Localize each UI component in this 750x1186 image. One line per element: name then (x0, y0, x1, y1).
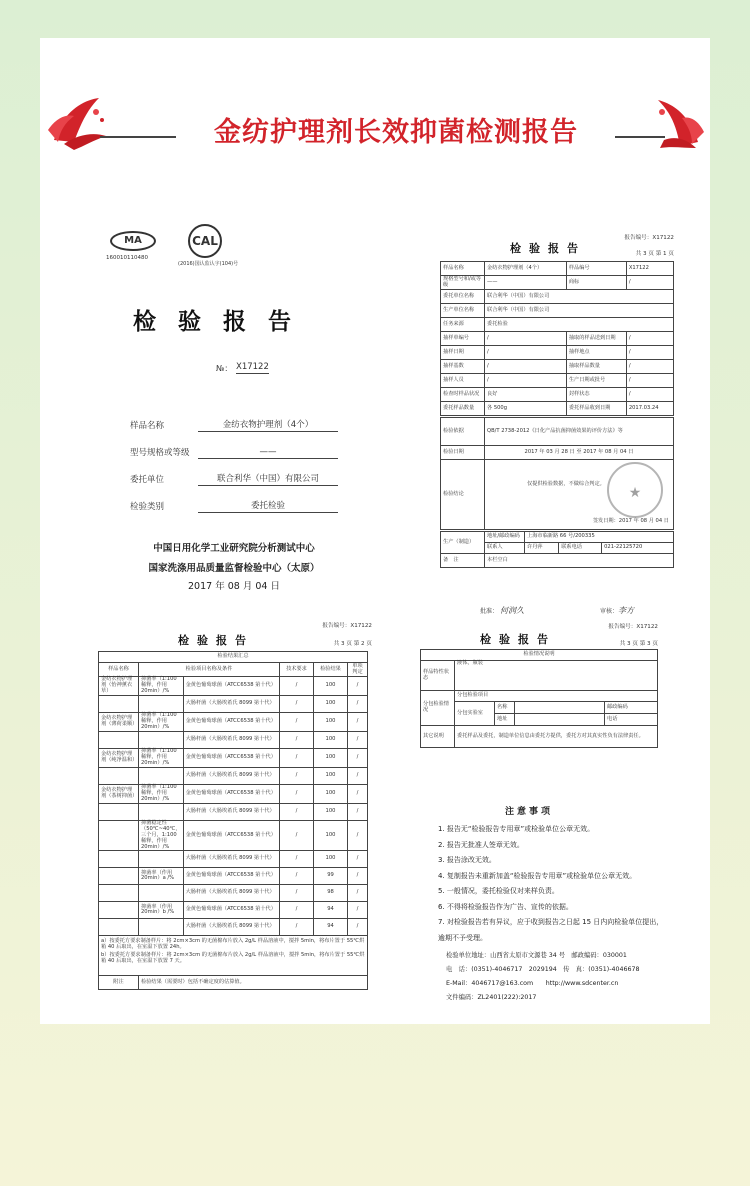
cell-strain: 金黄色葡萄球菌（ATCC6538 第十代） (183, 748, 279, 767)
cell-value: / (626, 276, 673, 290)
table-row (99, 803, 368, 820)
table-row (99, 851, 368, 868)
traits-label: 样品特性状态 (421, 661, 455, 691)
cell-item (139, 767, 184, 784)
cell-sample: 金纺衣物护理剂（怡神薰衣草） (99, 677, 139, 696)
cell-value: / (626, 346, 673, 360)
field-label-model: 型号规格或等级 (130, 448, 190, 458)
table-row (99, 784, 368, 803)
cell-result: 100 (314, 767, 348, 784)
report2-page: 共 3 页 第 2 页 (333, 641, 372, 647)
field-value-sample: 金纺衣物护理剂（4个） (198, 421, 338, 432)
cell-value: / (626, 374, 673, 388)
cell-verdict: / (348, 851, 368, 868)
cell-label: 检查时样品状况 (441, 388, 485, 402)
cover-number-value: X17122 (236, 362, 269, 372)
cell-strain: 金黄色葡萄球菌（ATCC6538 第十代） (183, 677, 279, 696)
cell-result: 100 (314, 731, 348, 748)
notice-item: 5. 一般情况，委托检验仅对来样负责。 (438, 887, 559, 895)
notice-item: 1. 报告无“检验报告专用章”或检验单位公章无效。 (438, 825, 595, 833)
cell-verdict: / (348, 677, 368, 696)
other-label: 其它说明 (421, 726, 455, 748)
cover-number-label: №： (216, 364, 233, 373)
field-label-sample: 样品名称 (130, 421, 165, 431)
cell-item (139, 885, 184, 902)
report1-result-table (440, 417, 674, 530)
cell-sample (99, 820, 139, 851)
cell-verdict: / (348, 820, 368, 851)
table-row (441, 304, 674, 318)
cell-item (139, 731, 184, 748)
cma-mark-icon: MA (110, 231, 156, 251)
cell-label: 任务来源 (441, 318, 485, 332)
sub-lab: 分包实验室 (455, 702, 495, 726)
cell-value: X17122 (626, 262, 673, 276)
table-row (441, 318, 674, 332)
notice-section (400, 800, 700, 1010)
report2-number: 报告编号：X17122 (322, 623, 372, 629)
table-row (99, 712, 368, 731)
contact-line: E-Mail：4046717@163.com http://www.sdcenter.cn (446, 980, 619, 987)
cell-sample (99, 868, 139, 885)
cell-sample: 金纺衣物护理剂（纯净温和） (99, 748, 139, 767)
cell-item: 抑菌率（作用 20min）a /% (139, 868, 184, 885)
sub-addr: 地址 (495, 714, 515, 726)
cell-strain: 大肠杆菌（大肠埃希氏 8099 第十代） (183, 803, 279, 820)
cell-sample (99, 902, 139, 919)
cell-strain: 大肠杆菌（大肠埃希氏 8099 第十代） (183, 767, 279, 784)
cell-value: / (485, 374, 567, 388)
cell-label: 抽样基数 (441, 360, 485, 374)
conclusion-value: 仅提供检验数据，不做综合判定。 (527, 481, 605, 487)
report-page-2 (88, 621, 378, 1006)
remark-label: 备 注 (441, 554, 485, 568)
remark-value: 本栏空白 (485, 554, 674, 568)
table-row (99, 919, 368, 936)
red-flower-right-icon (652, 92, 708, 154)
producer-phone: 021-22125720 (602, 543, 674, 554)
cell-label: 抽取的样品送到日期 (566, 332, 626, 346)
cell-value: / (485, 360, 567, 374)
notice-item: 3. 报告涂改无效。 (438, 856, 496, 864)
cell-item (139, 919, 184, 936)
review-label: 审核： (600, 608, 619, 615)
cell-sample (99, 731, 139, 748)
cell-result: 100 (314, 748, 348, 767)
notes-subtitle: 检验情况说明 (421, 650, 658, 661)
sub-name: 名称 (495, 702, 515, 714)
cell-value: 2017.03.24 (626, 402, 673, 416)
producer-contact-label: 联系人 (485, 543, 525, 554)
cell-requirement: / (280, 868, 314, 885)
cell-value: —— (485, 276, 567, 290)
cell-verdict: / (348, 784, 368, 803)
table-row (99, 731, 368, 748)
content-card (40, 38, 710, 1024)
official-seal-icon: ★ (607, 462, 663, 518)
table-row (441, 262, 674, 276)
report1-number: 报告编号：X17122 (624, 235, 674, 241)
notice-item: 2. 报告无批准人签章无效。 (438, 840, 524, 849)
cell-value: / (485, 346, 567, 360)
report3-page: 共 3 页 第 3 页 (619, 641, 658, 647)
report3-title: 检验报告 (480, 633, 556, 646)
cell-label: 封样状态 (566, 388, 626, 402)
col-verdict: 单项判定 (348, 663, 368, 677)
review-signature: 李方 (618, 606, 634, 615)
cell-value: 各 500g (485, 402, 567, 416)
cell-label: 商标 (566, 276, 626, 290)
table-row (99, 868, 368, 885)
report-cover (88, 214, 378, 634)
cell-value: 联合利华（中国）有限公司 (485, 290, 674, 304)
approve-label: 批准： (480, 608, 499, 615)
cell-verdict: / (348, 803, 368, 820)
cell-verdict: / (348, 695, 368, 712)
report2-title: 检验报告 (178, 634, 254, 647)
cell-verdict: / (348, 748, 368, 767)
cell-item: 抑菌稳定性（50℃~40℃，三个月，1:100 稀释，作用 20min）/% (139, 820, 184, 851)
cell-value: 金纺衣物护理剂（4个） (485, 262, 567, 276)
table-row (99, 695, 368, 712)
cell-verdict: / (348, 712, 368, 731)
cell-strain: 金黄色葡萄球菌（ATCC6538 第十代） (183, 712, 279, 731)
cell-label: 抽样日期 (441, 346, 485, 360)
cell-value: / (626, 388, 673, 402)
cell-result: 100 (314, 851, 348, 868)
cell-item: 抑菌率（1:100 稀释，作用 20min）/% (139, 712, 184, 731)
cell-label: 抽样单编号 (441, 332, 485, 346)
cell-sample (99, 767, 139, 784)
cell-requirement: / (280, 851, 314, 868)
table-row (441, 374, 674, 388)
report-page-1 (432, 231, 682, 615)
table-row (441, 346, 674, 360)
cell-item (139, 803, 184, 820)
table-row (441, 276, 674, 290)
cell-result: 100 (314, 712, 348, 731)
cover-date: 2017 年 08 月 04 日 (188, 581, 280, 592)
report1-info-table (440, 261, 674, 416)
cell-strain: 大肠杆菌（大肠埃希氏 8099 第十代） (183, 731, 279, 748)
table-row (441, 388, 674, 402)
table-row (99, 748, 368, 767)
cell-value: 联合利华（中国）有限公司 (485, 304, 674, 318)
cell-result: 100 (314, 820, 348, 851)
cell-value: / (485, 332, 567, 346)
title-banner (40, 108, 710, 158)
cell-result: 94 (314, 919, 348, 936)
cell-label: 抽样人员 (441, 374, 485, 388)
cell-strain: 大肠杆菌（大肠埃希氏 8099 第十代） (183, 919, 279, 936)
cell-requirement: / (280, 885, 314, 902)
field-value-client: 联合利华（中国）有限公司 (198, 475, 338, 486)
cell-requirement: / (280, 784, 314, 803)
table-row (99, 902, 368, 919)
field-value-type: 委托检验 (198, 502, 338, 513)
cell-requirement: / (280, 767, 314, 784)
sub-post: 邮政编码 (605, 702, 658, 714)
results-table (98, 651, 368, 990)
cell-result: 100 (314, 677, 348, 696)
producer-contact: 许丹萍 (525, 543, 559, 554)
dates-label: 检验日期 (441, 446, 485, 460)
cell-verdict: / (348, 885, 368, 902)
cell-item (139, 851, 184, 868)
field-label-client: 委托单位 (130, 475, 165, 485)
inspection-notes-table (420, 649, 658, 748)
cell-label: 委托样品收到日期 (566, 402, 626, 416)
col-item: 检验项目名称及条件 (139, 663, 280, 677)
notice-item: 逾期不予受理。 (438, 933, 487, 942)
producer-address: 上海市临新路 66 号/200335 (525, 532, 674, 543)
cell-strain: 大肠杆菌（大肠埃希氏 8099 第十代） (183, 885, 279, 902)
producer-address-label: 地址/邮政编码 (485, 532, 525, 543)
cell-result: 100 (314, 803, 348, 820)
table-row (99, 885, 368, 902)
other-value: 委托样品及委托，制造单位信息由委托方提供，委托方对其真实性负有法律责任。 (455, 726, 658, 748)
cell-value: 良好 (485, 388, 567, 402)
cell-result: 94 (314, 902, 348, 919)
notice-item: 6. 不得将检验报告作为广告、宣传的依据。 (438, 902, 573, 911)
cell-requirement: / (280, 731, 314, 748)
cell-strain: 大肠杆菌（大肠埃希氏 8099 第十代） (183, 851, 279, 868)
cell-requirement: / (280, 677, 314, 696)
cal-text: (2016)国认监认字(104)号 (178, 261, 239, 267)
cell-requirement: / (280, 820, 314, 851)
cell-sample (99, 851, 139, 868)
cell-verdict: / (348, 902, 368, 919)
col-result: 检验结果 (314, 663, 348, 677)
basis-label: 检验依据 (441, 418, 485, 446)
cell-item: 抑菌率（1:100 稀释，作用 20min）/% (139, 677, 184, 696)
cell-requirement: / (280, 712, 314, 731)
sign-date: 签发日期：2017 年 08 月 04 日 (592, 518, 669, 525)
cell-requirement: / (280, 902, 314, 919)
conclusion-label: 检验结论 (441, 460, 485, 530)
footnote-b: b）按委托方要求制备样片：将 2cm×3cm 的无菌棉布片放入 2g/L 样品溶液中，搅拌 5min，将布片置于 55℃烘箱 40 后取出，在室温下放置 7 天。 (101, 952, 365, 965)
cal-mark-icon: CAL (188, 224, 222, 258)
cell-item: 抑菌率（1:100 稀释，作用 20min）/% (139, 784, 184, 803)
cell-value: / (626, 360, 673, 374)
cell-value: 委托检验 (485, 318, 674, 332)
notice-title: 注意事项 (505, 807, 554, 817)
table-row (441, 332, 674, 346)
cell-result: 100 (314, 784, 348, 803)
producer-label: 生产（制造） (441, 532, 485, 554)
cell-label: 抽取样品数量 (566, 360, 626, 374)
table-row (441, 290, 674, 304)
sub-tel: 电话 (605, 714, 658, 726)
cell-label: 生产日期或批号 (566, 374, 626, 388)
cell-strain: 大肠杆菌（大肠埃希氏 8099 第十代） (183, 695, 279, 712)
results-subtitle: 检验结果汇总 (99, 652, 368, 663)
cell-strain: 金黄色葡萄球菌（ATCC6538 第十代） (183, 820, 279, 851)
cell-label: 样品编号 (566, 262, 626, 276)
col-requirement: 技术要求 (280, 663, 314, 677)
cell-requirement: / (280, 748, 314, 767)
field-value-model: —— (198, 448, 338, 459)
cell-sample (99, 695, 139, 712)
cell-sample: 金纺衣物护理剂（薄荷柔顺） (99, 712, 139, 731)
cell-requirement: / (280, 803, 314, 820)
cell-strain: 金黄色葡萄球菌（ATCC6538 第十代） (183, 784, 279, 803)
cover-title: 检验报告 (133, 308, 313, 335)
cell-label: 委托单位名称 (441, 290, 485, 304)
cell-label: 委托样品数量 (441, 402, 485, 416)
notice-item: 4. 复制报告未重新加盖“检验报告专用章”或检验单位公章无效。 (438, 871, 637, 880)
cell-sample: 金纺衣物护理剂（茶树抑菌） (99, 784, 139, 803)
cell-sample (99, 885, 139, 902)
cell-requirement: / (280, 919, 314, 936)
table-row (99, 820, 368, 851)
cell-sample (99, 803, 139, 820)
cell-label: 规格型号和/或等级 (441, 276, 485, 290)
contact-line: 电 话：(0351)-4046717 2029194 传 真：(0351)-4046678 (446, 966, 640, 973)
appendix-label: 附注 (99, 976, 139, 990)
producer-phone-label: 联系电话 (559, 543, 602, 554)
cell-sample (99, 919, 139, 936)
cell-label: 抽样地点 (566, 346, 626, 360)
report1-page: 共 3 页 第 1 页 (635, 251, 674, 257)
cell-result: 100 (314, 695, 348, 712)
cell-item (139, 695, 184, 712)
cell-label: 样品名称 (441, 262, 485, 276)
footnote-a: a）按委托方要求制备样片：将 2cm×3cm 的无菌棉布片放入 2g/L 样品溶液中，搅拌 5min，将布片置于 55℃烘箱 40 后取出，在室温下放置 24h。 (101, 938, 365, 951)
notice-item: 7. 对检验报告若有异议，应于收到报告之日起 15 日内向检验单位提出， (438, 918, 664, 926)
appendix-value: 检验结果（需要时）包括不确定度的估算值。 (139, 976, 368, 990)
cell-item: 抑菌率（作用 20min）b /% (139, 902, 184, 919)
red-flower-left-icon (44, 90, 110, 152)
cell-item: 抑菌率（1:100 稀释，作用 20min）/% (139, 748, 184, 767)
cell-result: 98 (314, 885, 348, 902)
report3-number: 报告编号：X17122 (608, 624, 658, 630)
cell-verdict: / (348, 868, 368, 885)
cell-verdict: / (348, 919, 368, 936)
sub-label: 分包检验情况 (421, 691, 455, 726)
col-sample: 样品名称 (99, 663, 139, 677)
banner-title: 金纺护理剂长效抑菌检测报告 (214, 117, 578, 148)
sub-item: 分包检验项目 (455, 691, 658, 702)
traits-value: 液体，瓶装 (455, 661, 658, 691)
table-row (99, 677, 368, 696)
banner-rule-left (100, 136, 176, 138)
cell-strain: 金黄色葡萄球菌（ATCC6538 第十代） (183, 868, 279, 885)
dates-value: 2017 年 03 月 28 日 至 2017 年 08 月 04 日 (485, 446, 674, 460)
table-row (441, 402, 674, 416)
approve-signature: 何润久 (500, 606, 524, 615)
report1-producer-table (440, 531, 674, 568)
contact-line: 检验单位地址：山西省太原市文源巷 34 号 邮政编码：030001 (446, 952, 627, 959)
org-line-1: 中国日用化学工业研究院分析测试中心 (153, 543, 315, 554)
report1-title: 检验报告 (510, 242, 586, 255)
table-row (441, 360, 674, 374)
cma-number: 160010110480 (106, 255, 148, 261)
cell-result: 99 (314, 868, 348, 885)
cell-value: / (626, 332, 673, 346)
basis-value: QB/T 2738-2012《日化产品抗菌抑菌效果的评价方法》等 (485, 418, 674, 446)
org-line-2: 国家洗涤用品质量监督检验中心（太原） (148, 563, 320, 574)
cell-strain: 金黄色葡萄球菌（ATCC6538 第十代） (183, 902, 279, 919)
cell-verdict: / (348, 731, 368, 748)
cell-verdict: / (348, 767, 368, 784)
field-label-type: 检验类别 (130, 502, 165, 512)
table-row (99, 767, 368, 784)
cell-label: 生产单位名称 (441, 304, 485, 318)
cell-requirement: / (280, 695, 314, 712)
contact-line: 文件编码：ZL2401(222):2017 (446, 994, 537, 1001)
